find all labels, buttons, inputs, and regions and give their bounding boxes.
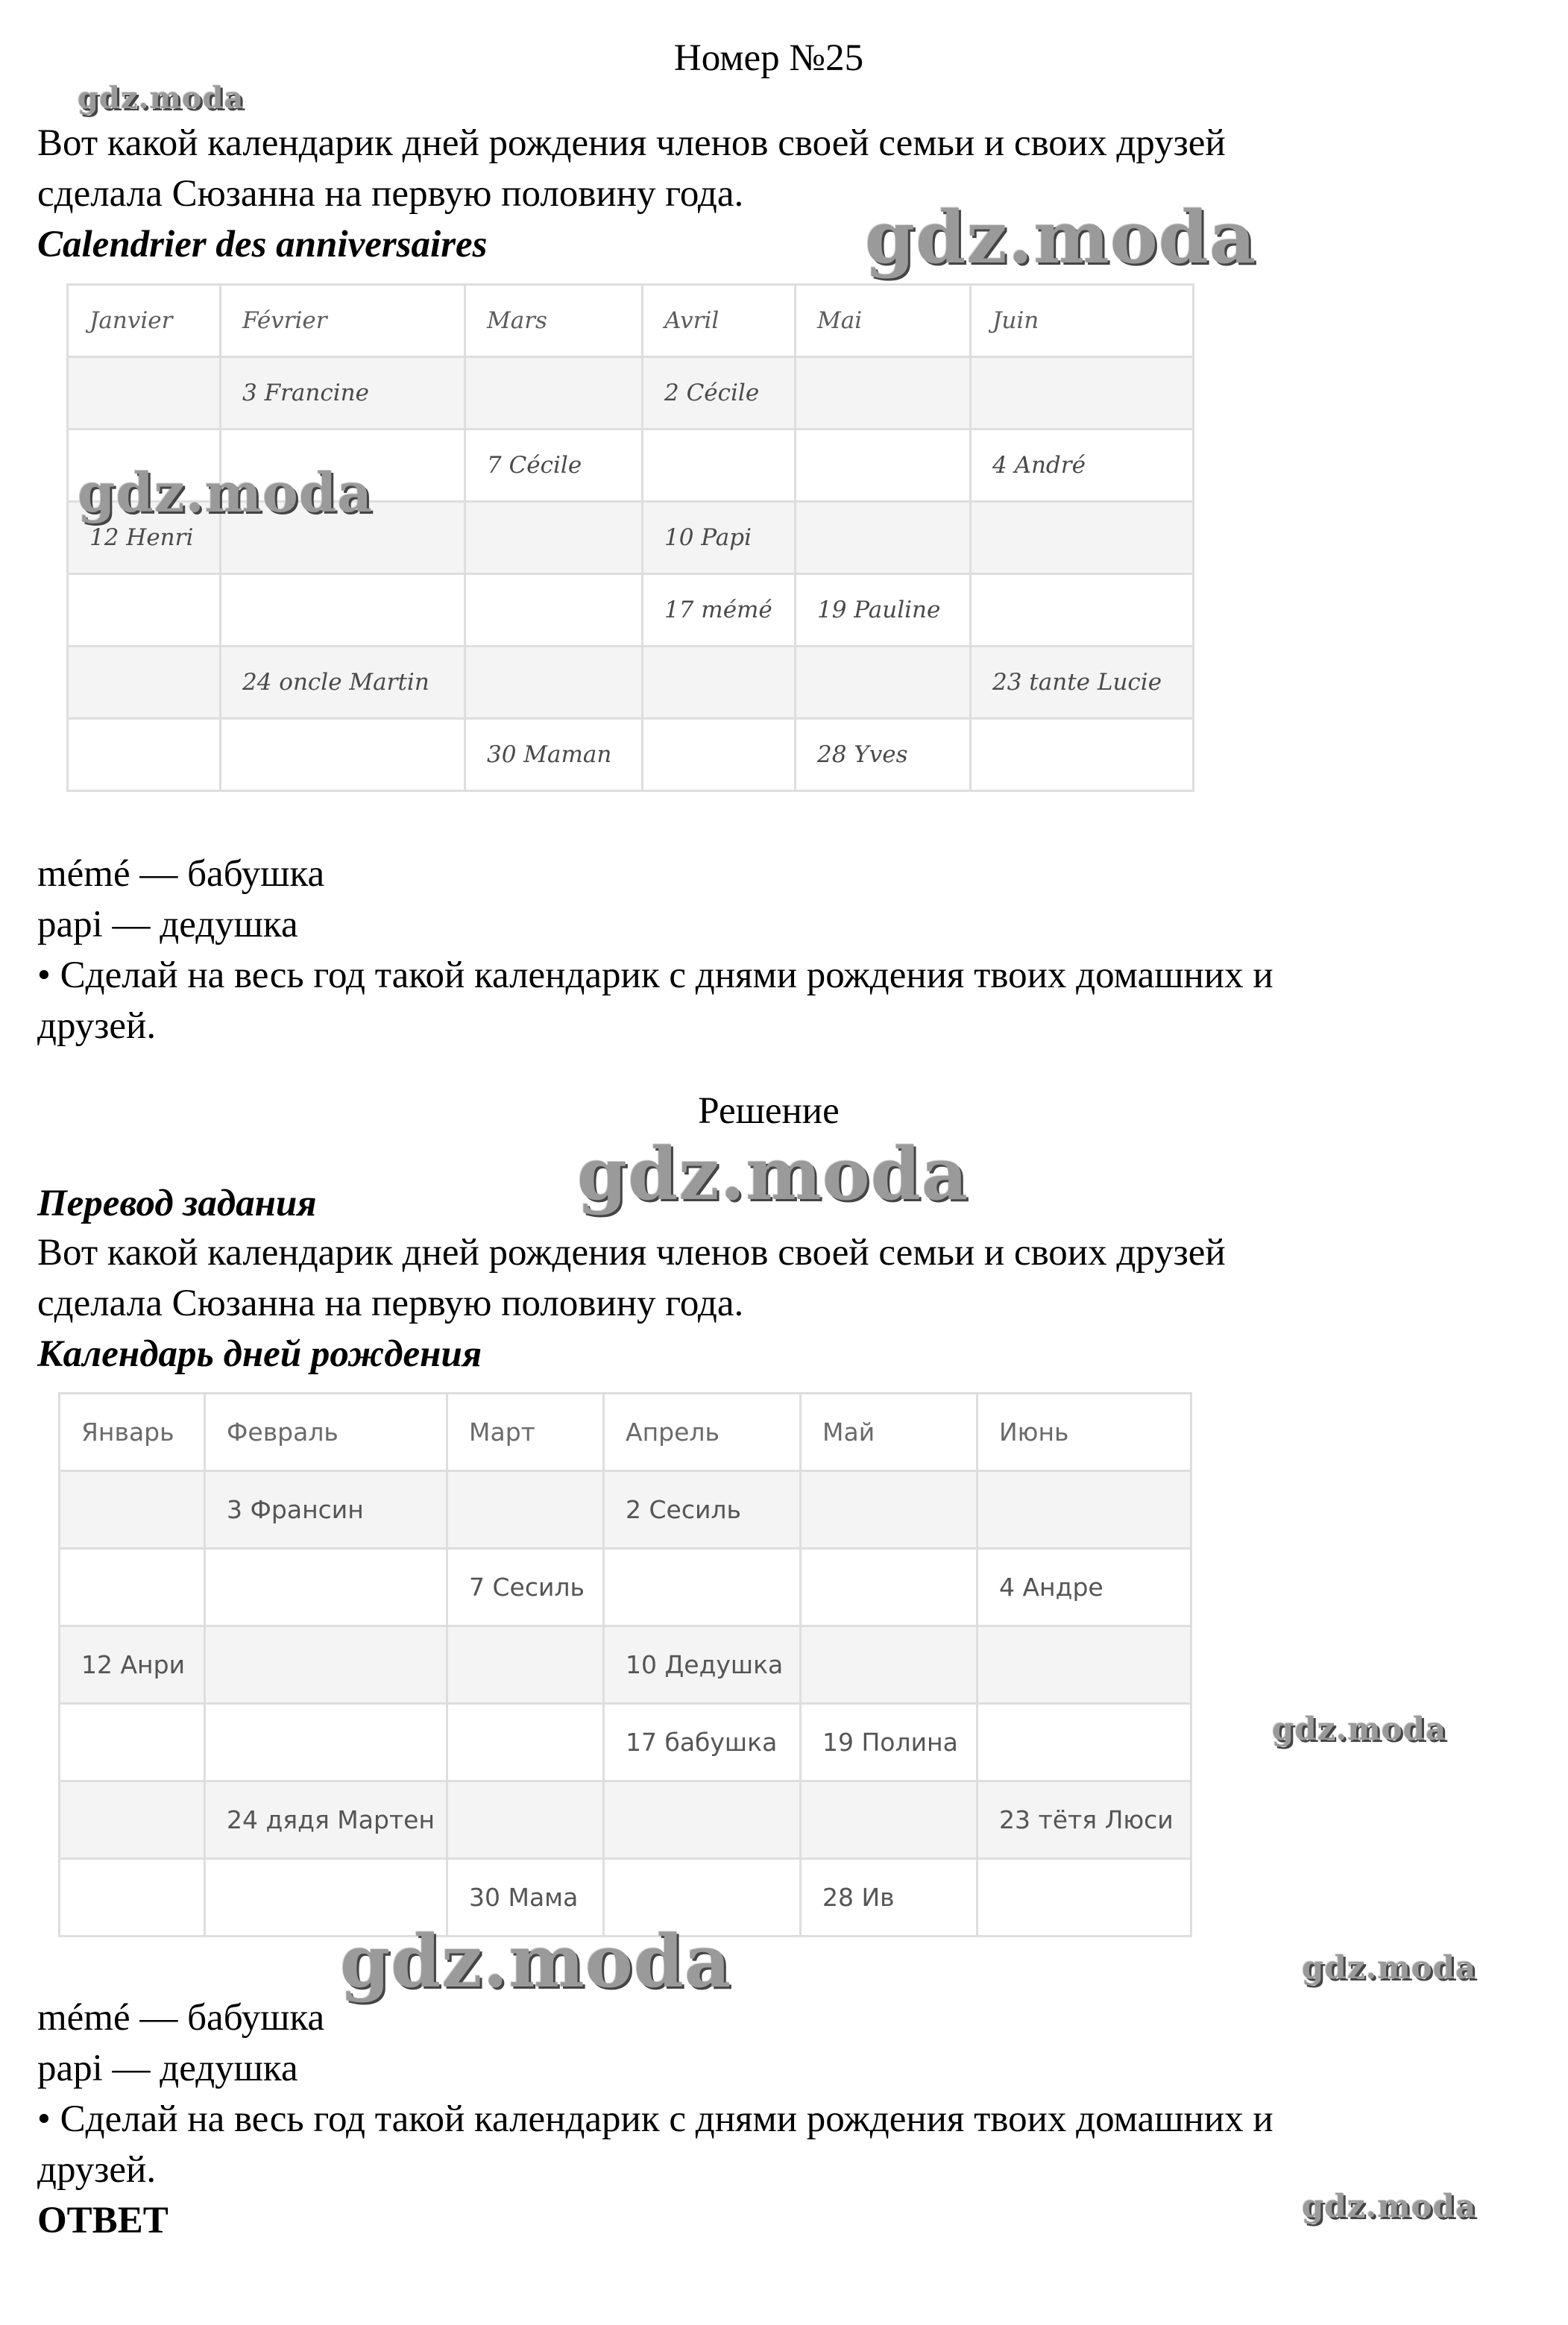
- calendar-cell: [68, 719, 221, 791]
- watermark-logo: gdz.moda: [340, 1919, 732, 2004]
- calendar-cell: 28 Yves: [796, 719, 971, 791]
- calendar-heading-ru: Календарь дней рождения: [37, 1333, 482, 1375]
- watermark-logo: gdz.moda: [1302, 2188, 1477, 2224]
- watermark-logo: gdz.moda: [78, 81, 245, 116]
- calendar-cell: [977, 1471, 1191, 1549]
- month-header: Janvier: [68, 285, 221, 357]
- month-header: Май: [801, 1394, 977, 1471]
- calendar-cell: 30 Maman: [465, 719, 643, 791]
- month-header: Juin: [971, 285, 1194, 357]
- calendar-cell: 24 oncle Martin: [221, 646, 465, 719]
- calendar-row: [60, 1626, 1191, 1704]
- calendar-cell: [465, 646, 643, 719]
- watermark-logo: gdz.moda: [577, 1132, 969, 1216]
- month-header: Mars: [465, 285, 643, 357]
- calendar-cell: [465, 357, 643, 430]
- calendar-cell: [68, 646, 221, 719]
- calendar-cell: [796, 502, 971, 574]
- task-bullet-line-2: друзей.: [37, 2149, 157, 2191]
- calendar-cell: 4 André: [971, 430, 1194, 502]
- calendar-cell: 3 Франсин: [205, 1471, 447, 1549]
- calendar-cell: [801, 1549, 977, 1626]
- task-text-line-2: сделала Сюзанна на первую половину года.: [37, 173, 744, 215]
- calendar-cell: 24 дядя Мартен: [205, 1781, 447, 1859]
- month-header: Mai: [796, 285, 971, 357]
- calendar-row: [60, 1781, 1191, 1859]
- calendar-cell: [796, 357, 971, 430]
- calendar-cell: [977, 1626, 1191, 1704]
- calendar-cell: [60, 1859, 205, 1937]
- calendar-header-row: [68, 285, 1194, 357]
- calendar-cell: [604, 1549, 801, 1626]
- month-header: Février: [221, 285, 465, 357]
- task-bullet-line-1: • Сделай на весь год такой календарик с днями рождения твоих домашних и: [37, 2098, 1273, 2140]
- calendar-cell: [465, 502, 643, 574]
- month-header: Апрель: [604, 1394, 801, 1471]
- calendar-cell: [68, 357, 221, 430]
- solution-title: Решение: [698, 1090, 840, 1132]
- calendar-cell: 23 tante Lucie: [971, 646, 1194, 719]
- month-header: Июнь: [977, 1394, 1191, 1471]
- answer-label: ОТВЕТ: [37, 2200, 169, 2241]
- calendar-cell: 7 Cécile: [465, 430, 643, 502]
- calendar-heading-fr: Calendrier des anniversaires: [37, 224, 488, 265]
- calendar-cell: [801, 1781, 977, 1859]
- watermark-logo: gdz.moda: [865, 195, 1257, 280]
- month-header: Февраль: [205, 1394, 447, 1471]
- translation-line-1: Вот какой календарик дней рождения членов своей семьи и своих друзей: [37, 1232, 1226, 1274]
- calendar-cell: [971, 502, 1194, 574]
- calendar-cell: [465, 574, 643, 646]
- calendar-cell: [971, 719, 1194, 791]
- calendar-cell: [643, 430, 796, 502]
- calendar-cell: [971, 574, 1194, 646]
- page-title: Номер №25: [673, 37, 864, 79]
- calendar-cell: [801, 1626, 977, 1704]
- calendar-cell: [205, 1549, 447, 1626]
- calendar-cell: [68, 574, 221, 646]
- calendar-cell: [447, 1704, 604, 1781]
- calendar-cell: 4 Андре: [977, 1549, 1191, 1626]
- translation-line-2: сделала Сюзанна на первую половину года.: [37, 1283, 744, 1324]
- calendar-row: [68, 646, 1194, 719]
- calendar-cell: 3 Francine: [221, 357, 465, 430]
- calendar-cell: [60, 1704, 205, 1781]
- calendar-cell: [796, 430, 971, 502]
- translation-heading: Перевод задания: [37, 1183, 317, 1224]
- calendar-row: [60, 1471, 1191, 1549]
- calendar-cell: 12 Анри: [60, 1626, 205, 1704]
- calendar-cell: [205, 1626, 447, 1704]
- calendar-cell: 23 тётя Люси: [977, 1781, 1191, 1859]
- calendar-cell: 7 Сесиль: [447, 1549, 604, 1626]
- calendar-cell: 19 Pauline: [796, 574, 971, 646]
- calendar-cell: 10 Papi: [643, 502, 796, 574]
- task-bullet-line-2: друзей.: [37, 1005, 157, 1047]
- month-header: Avril: [643, 285, 796, 357]
- calendar-cell: [60, 1471, 205, 1549]
- calendar-row: [68, 719, 1194, 791]
- calendar-cell: 17 бабушка: [604, 1704, 801, 1781]
- month-header: Март: [447, 1394, 604, 1471]
- calendar-cell: 28 Ив: [801, 1859, 977, 1937]
- calendar-cell: [447, 1471, 604, 1549]
- calendar-cell: [643, 719, 796, 791]
- calendar-table-ru: [58, 1392, 1192, 1937]
- calendar-cell: [977, 1859, 1191, 1937]
- calendar-row: [60, 1549, 1191, 1626]
- glossary-meme: mémé — бабушка: [37, 1997, 325, 2039]
- month-header: Январь: [60, 1394, 205, 1471]
- calendar-cell: [221, 574, 465, 646]
- calendar-cell: 10 Дедушка: [604, 1626, 801, 1704]
- calendar-cell: [205, 1704, 447, 1781]
- calendar-cell: 12 Henri: [68, 502, 221, 574]
- calendar-cell: [60, 1781, 205, 1859]
- calendar-cell: [801, 1471, 977, 1549]
- watermark-logo: gdz.moda: [78, 461, 373, 524]
- glossary-papi: papi — дедушка: [37, 2048, 298, 2089]
- calendar-table-fr: [66, 283, 1194, 792]
- calendar-cell: [604, 1781, 801, 1859]
- calendar-cell: [796, 646, 971, 719]
- calendar-cell: [447, 1626, 604, 1704]
- calendar-cell: 2 Cécile: [643, 357, 796, 430]
- calendar-cell: [60, 1549, 205, 1626]
- calendar-cell: 19 Полина: [801, 1704, 977, 1781]
- calendar-cell: [447, 1781, 604, 1859]
- calendar-cell: [643, 646, 796, 719]
- calendar-cell: 30 Мама: [447, 1859, 604, 1937]
- calendar-row: [68, 357, 1194, 430]
- calendar-cell: 17 mémé: [643, 574, 796, 646]
- calendar-row: [60, 1704, 1191, 1781]
- calendar-header-row: [60, 1394, 1191, 1471]
- calendar-cell: [971, 357, 1194, 430]
- calendar-row: [68, 574, 1194, 646]
- calendar-cell: [221, 719, 465, 791]
- task-bullet-line-1: • Сделай на весь год такой календарик с днями рождения твоих домашних и: [37, 954, 1273, 996]
- watermark-logo: gdz.moda: [1302, 1949, 1477, 1986]
- watermark-logo: gdz.moda: [1272, 1711, 1447, 1747]
- glossary-meme: mémé — бабушка: [37, 853, 325, 895]
- glossary-papi: papi — дедушка: [37, 904, 298, 946]
- calendar-cell: 2 Сесиль: [604, 1471, 801, 1549]
- calendar-cell: [977, 1704, 1191, 1781]
- task-text-line-1: Вот какой календарик дней рождения членов своей семьи и своих друзей: [37, 122, 1226, 164]
